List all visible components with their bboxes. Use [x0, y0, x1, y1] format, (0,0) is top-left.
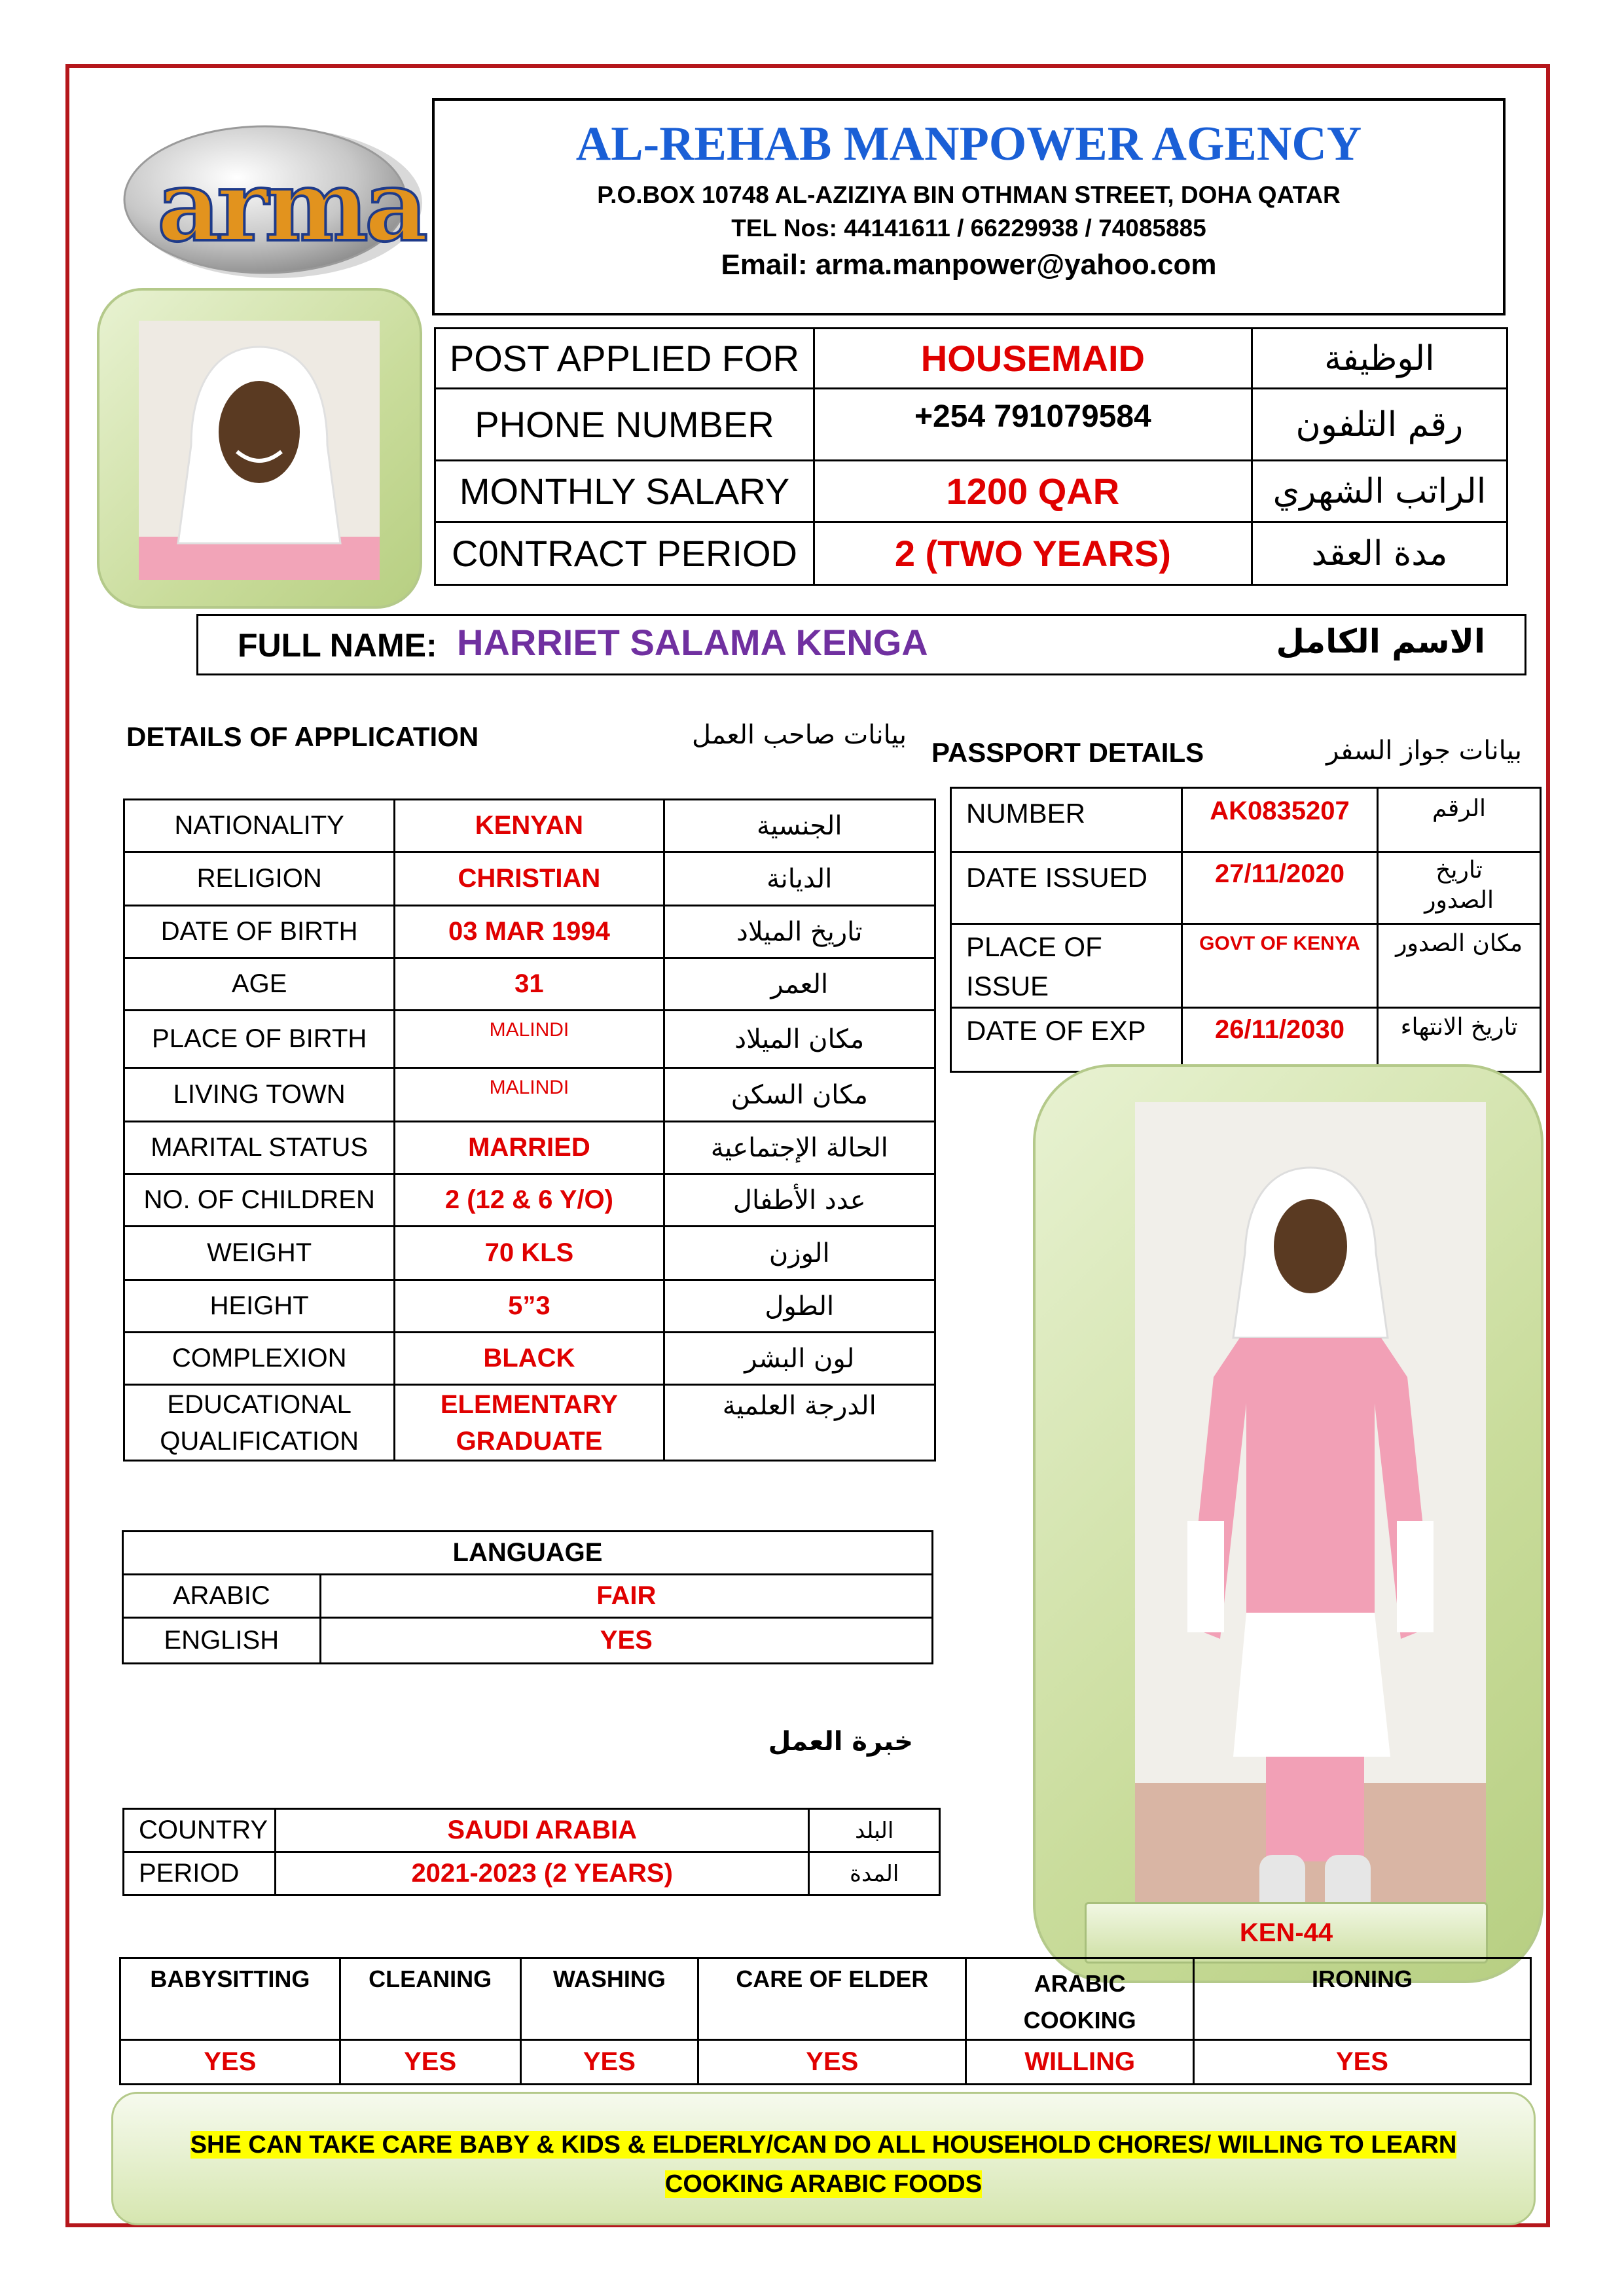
app-value: 5”3 — [395, 1280, 664, 1333]
language-value: FAIR — [320, 1575, 932, 1618]
app-value: 70 KLS — [395, 1227, 664, 1280]
table-row — [124, 1011, 935, 1068]
skill-value: YES — [520, 2040, 698, 2085]
job-label-phone: PHONE NUMBER — [435, 389, 814, 461]
passport-value: AK0835207 — [1182, 788, 1377, 852]
app-ar: الطول — [664, 1280, 935, 1333]
passport-ar: الرقم — [1378, 788, 1541, 852]
table-row — [124, 852, 935, 906]
full-name-value: HARRIET SALAMA KENGA — [457, 622, 928, 663]
job-ar-contract: مدة العقد — [1252, 522, 1507, 585]
application-title-ar: بيانات صاحب العمل — [692, 720, 907, 750]
app-label — [124, 1385, 395, 1461]
job-label-salary: MONTHLY SALARY — [435, 461, 814, 522]
app-label-line: QUALIFICATION — [160, 1426, 359, 1456]
candidate-code: KEN-44 — [1239, 1918, 1333, 1947]
table-row — [435, 389, 1507, 461]
table-row — [951, 852, 1541, 924]
job-label-post: POST APPLIED FOR — [435, 329, 814, 389]
job-value-salary: 1200 QAR — [814, 461, 1252, 522]
experience-title-ar: خبرة العمل — [768, 1727, 913, 1757]
experience-value: SAUDI ARABIA — [275, 1809, 808, 1852]
experience-value: 2021-2023 (2 YEARS) — [275, 1852, 808, 1895]
skill-header: CLEANING — [340, 1958, 520, 2040]
table-row — [124, 1068, 935, 1122]
app-value-line: ELEMENTARY — [440, 1390, 618, 1419]
table-row — [124, 906, 935, 958]
table-row — [124, 1280, 935, 1333]
app-ar: لون البشر — [664, 1333, 935, 1385]
experience-label: PERIOD — [124, 1852, 276, 1895]
passport-label-line: PLACE OF — [966, 931, 1102, 962]
passport-label: DATE OF EXP — [951, 1008, 1182, 1072]
skill-value: YES — [1193, 2040, 1530, 2085]
job-value-post: HOUSEMAID — [814, 329, 1252, 389]
language-title: LANGUAGE — [123, 1532, 933, 1575]
job-value-phone: +254 791079584 — [814, 389, 1252, 461]
table-row — [124, 1227, 935, 1280]
passport-value: 27/11/2020 — [1182, 852, 1377, 924]
passport-ar-line: تاريخ — [1435, 857, 1483, 884]
app-label-line: EDUCATIONAL — [167, 1390, 352, 1419]
agency-name: AL-REHAB MANPOWER AGENCY — [575, 117, 1362, 171]
skill-value: YES — [698, 2040, 966, 2085]
app-ar: الحالة الإجتماعية — [664, 1122, 935, 1174]
skill-value: WILLING — [966, 2040, 1194, 2085]
app-value: MARRIED — [395, 1122, 664, 1174]
agency-tel: TEL Nos: 44141611 / 66229938 / 74085885 — [731, 215, 1206, 242]
app-value-line: GRADUATE — [456, 1426, 603, 1456]
app-label: PLACE OF BIRTH — [124, 1011, 395, 1068]
job-label-contract: C0NTRACT PERIOD — [435, 522, 814, 585]
table-row — [124, 1809, 940, 1852]
table-row — [124, 1333, 935, 1385]
table-row — [435, 522, 1507, 585]
table-row — [435, 329, 1507, 389]
experience-label: COUNTRY — [124, 1809, 276, 1852]
table-row — [120, 1958, 1531, 2040]
table-row — [951, 1008, 1541, 1072]
skill-header: CARE OF ELDER — [698, 1958, 966, 2040]
app-label: NATIONALITY — [124, 800, 395, 852]
job-ar-salary: الراتب الشهري — [1252, 461, 1507, 522]
experience-ar: البلد — [809, 1809, 940, 1852]
passport-ar — [1378, 852, 1541, 924]
passport-ar: تاريخ الانتهاء — [1378, 1008, 1541, 1072]
app-ar: مكان الميلاد — [664, 1011, 935, 1068]
passport-title-ar: بيانات جواز السفر — [1326, 736, 1522, 766]
skill-header: IRONING — [1193, 1958, 1530, 2040]
table-row — [435, 461, 1507, 522]
full-body-photo — [1135, 1102, 1486, 1958]
passport-label-line: ISSUE — [966, 971, 1049, 1001]
skill-header: BABYSITTING — [120, 1958, 340, 2040]
app-label: AGE — [124, 958, 395, 1011]
passport-title: PASSPORT DETAILS — [931, 737, 1204, 768]
language-label: ENGLISH — [123, 1618, 321, 1664]
app-label: COMPLEXION — [124, 1333, 395, 1385]
app-label: RELIGION — [124, 852, 395, 906]
skill-header — [966, 1958, 1194, 2040]
app-ar: الديانة — [664, 852, 935, 906]
skill-value: YES — [120, 2040, 340, 2085]
skill-value: YES — [340, 2040, 520, 2085]
app-value — [395, 1385, 664, 1461]
app-ar: الدرجة العلمية — [664, 1385, 935, 1461]
portrait-photo-frame — [97, 288, 422, 609]
language-label: ARABIC — [123, 1575, 321, 1618]
person-portrait-icon — [139, 321, 380, 580]
app-value: MALINDI — [395, 1011, 664, 1068]
app-ar: الجنسية — [664, 800, 935, 852]
passport-label: NUMBER — [951, 788, 1182, 852]
app-value: MALINDI — [395, 1068, 664, 1122]
app-label: LIVING TOWN — [124, 1068, 395, 1122]
experience-table — [122, 1808, 941, 1896]
app-value: 2 (12 & 6 Y/O) — [395, 1174, 664, 1227]
app-ar: العمر — [664, 958, 935, 1011]
app-ar: مكان السكن — [664, 1068, 935, 1122]
logo-text: arma — [157, 149, 425, 264]
remarks-line: COOKING ARABIC FOODS — [664, 2170, 983, 2198]
agency-email: Email: arma.manpower@yahoo.com — [721, 249, 1217, 281]
table-row — [951, 788, 1541, 852]
logo — [118, 118, 425, 281]
passport-ar: مكان الصدور — [1378, 924, 1541, 1008]
language-table — [122, 1530, 933, 1664]
app-label: DATE OF BIRTH — [124, 906, 395, 958]
app-label: NO. OF CHILDREN — [124, 1174, 395, 1227]
table-row — [951, 924, 1541, 1008]
passport-value: 26/11/2030 — [1182, 1008, 1377, 1072]
application-table — [123, 798, 936, 1462]
portrait-photo — [139, 321, 380, 580]
skill-header-line: ARABIC — [1034, 1970, 1126, 1997]
job-ar-post: الوظيفة — [1252, 329, 1507, 389]
table-row — [124, 1122, 935, 1174]
table-row — [123, 1532, 933, 1575]
app-value: BLACK — [395, 1333, 664, 1385]
skill-header-line: COOKING — [1023, 2007, 1136, 2034]
app-label: HEIGHT — [124, 1280, 395, 1333]
full-name-ar: الاسم الكامل — [1276, 622, 1485, 660]
skills-table — [119, 1957, 1532, 2085]
remarks-box — [111, 2092, 1536, 2225]
passport-value: GOVT OF KENYA — [1182, 924, 1377, 1008]
table-row — [124, 800, 935, 852]
candidate-code-box — [1085, 1902, 1488, 1964]
full-name-label: FULL NAME: — [238, 627, 437, 664]
table-row — [120, 2040, 1531, 2085]
passport-ar-line: الصدور — [1424, 887, 1494, 914]
table-row — [124, 1385, 935, 1461]
app-ar: الوزن — [664, 1227, 935, 1280]
table-row — [123, 1618, 933, 1664]
table-row — [124, 958, 935, 1011]
application-title: DETAILS OF APPLICATION — [126, 721, 479, 752]
job-ar-phone: رقم التلفون — [1252, 389, 1507, 461]
app-value: CHRISTIAN — [395, 852, 664, 906]
skill-header: WASHING — [520, 1958, 698, 2040]
app-value: 03 MAR 1994 — [395, 906, 664, 958]
full-name-box — [196, 614, 1526, 675]
person-full-body-icon — [1135, 1102, 1486, 1958]
passport-table — [950, 787, 1542, 1073]
agency-header — [432, 98, 1506, 315]
app-ar: عدد الأطفال — [664, 1174, 935, 1227]
table-row — [124, 1174, 935, 1227]
agency-address: P.O.BOX 10748 AL-AZIZIYA BIN OTHMAN STREET, DOHA QATAR — [597, 181, 1341, 208]
passport-label: DATE ISSUED — [951, 852, 1182, 924]
table-row — [123, 1575, 933, 1618]
app-value: 31 — [395, 958, 664, 1011]
full-body-photo-frame — [1033, 1064, 1543, 1983]
app-label: WEIGHT — [124, 1227, 395, 1280]
experience-ar: المدة — [809, 1852, 940, 1895]
remarks-line: SHE CAN TAKE CARE BABY & KIDS & ELDERLY/CAN DO ALL HOUSEHOLD CHORES/ WILLING TO LEARN — [190, 2131, 1457, 2159]
language-value: YES — [320, 1618, 932, 1664]
job-value-contract: 2 (TWO YEARS) — [814, 522, 1252, 585]
job-table — [434, 327, 1508, 586]
app-ar: تاريخ الميلاد — [664, 906, 935, 958]
app-label: MARITAL STATUS — [124, 1122, 395, 1174]
table-row — [124, 1852, 940, 1895]
passport-label — [951, 924, 1182, 1008]
app-value: KENYAN — [395, 800, 664, 852]
